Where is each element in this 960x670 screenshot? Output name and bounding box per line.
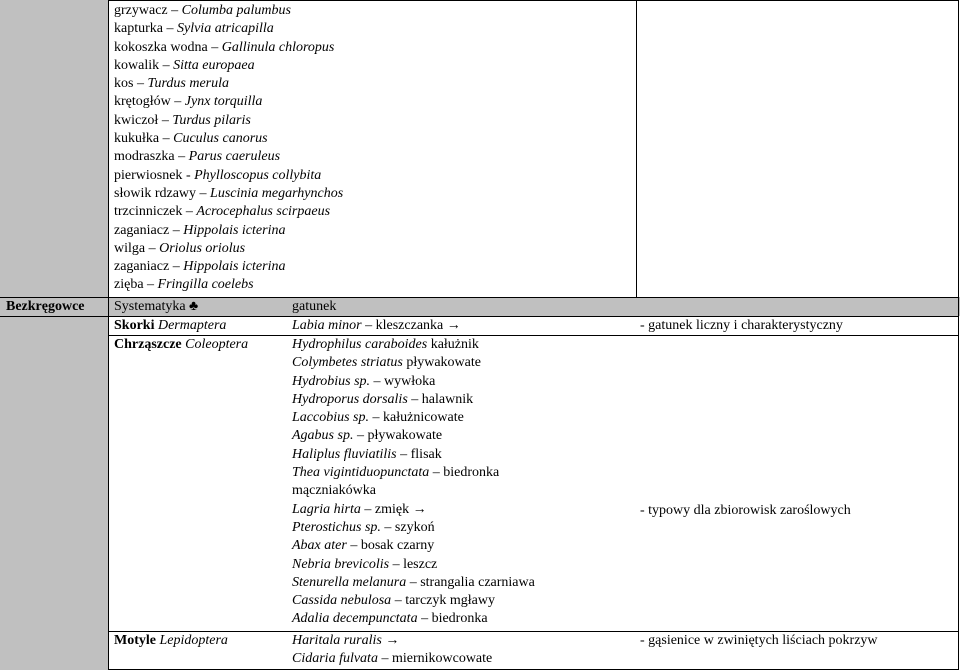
species-row (292, 354, 535, 372)
species-name-lat: Cassida nebulosa (292, 593, 392, 609)
species-name-lat: Pterostichus sp. (292, 519, 381, 535)
separator: – (162, 57, 170, 73)
bird-name-pl: kos (114, 76, 134, 92)
species-row (292, 501, 535, 519)
bird-row (114, 258, 343, 276)
bird-row (114, 240, 343, 258)
species-name-pl: leszcz (403, 556, 438, 572)
species-name-lat: Colymbetes striatus (292, 355, 403, 371)
separator: – (172, 222, 180, 238)
bird-name-lat: Fringilla coelebs (157, 277, 254, 293)
species-name-lat: Agabus sp. (292, 428, 354, 444)
species-row (292, 482, 535, 500)
species-row (292, 574, 535, 592)
species-name-lat: Haritala ruralis (292, 633, 382, 648)
species-row (292, 464, 535, 482)
bird-row (114, 167, 343, 185)
species-row (292, 610, 535, 628)
species-row (292, 373, 535, 391)
species-name-lat: Hydrobius sp. (292, 373, 371, 389)
bird-row (114, 20, 343, 38)
order-skorki (114, 317, 226, 335)
separator: – (381, 651, 389, 667)
bird-name-lat: Phylloscopus collybita (194, 167, 322, 183)
separator: - (185, 167, 191, 183)
bird-name-pl: słowik rdzawy (114, 185, 197, 201)
bird-name-pl: grzywacz (114, 3, 168, 18)
species-name-lat: Hydrophilus caraboides (292, 337, 428, 352)
separator: – (172, 259, 180, 275)
bird-row (114, 93, 343, 111)
species-name-lat: Haliplus fluviatilis (292, 446, 397, 462)
separator: – (432, 465, 440, 481)
bird-name-pl: modraszka (114, 149, 175, 165)
species-row (292, 556, 535, 574)
bird-name-lat: Hippolais icterina (183, 222, 286, 238)
separator: – (147, 277, 155, 293)
species-name-pl: tarczyk mgławy (405, 593, 495, 609)
species-header: gatunek (292, 299, 337, 314)
bird-row (114, 222, 343, 240)
bird-name-lat: Gallinula chloropus (221, 39, 335, 55)
left-shaded-column (0, 0, 108, 297)
species-name-pl: pływakowate (367, 428, 443, 444)
separator: – (365, 318, 373, 333)
order-name-pl: Skorki (114, 318, 155, 333)
separator: – (174, 94, 182, 110)
bird-name-lat: Parus caeruleus (188, 149, 281, 165)
species-row (292, 537, 535, 555)
bird-name-pl: kapturka (114, 21, 163, 37)
bird-name-lat: Turdus merula (147, 76, 230, 92)
species-row (292, 632, 492, 650)
species-name-pl: szykoń (394, 519, 435, 535)
bird-name-pl: kukułka (114, 131, 160, 147)
species-entry (292, 317, 461, 335)
moth-species-list (292, 632, 492, 669)
bird-name-lat: Luscinia megarhynchos (210, 185, 344, 201)
bird-name-pl: kowalik (114, 57, 160, 73)
species-name-lat: Stenurella melanura (292, 574, 407, 590)
beetle-species-list (292, 336, 535, 629)
species-name-pl: → (385, 633, 400, 648)
species-name-lat: Abax ater (292, 538, 347, 554)
bird-name-lat: Sylvia atricapilla (176, 21, 274, 37)
species-name-pl: kleszczanka → (375, 318, 461, 333)
bird-name-pl: pierwiosnek (114, 167, 183, 183)
separator: – (161, 112, 169, 128)
species-name-pl: strangalia czarniawa (420, 574, 535, 590)
bird-row (114, 203, 343, 221)
bird-name-pl: trzcinniczek (114, 204, 183, 220)
separator: – (409, 574, 417, 590)
bird-row (114, 148, 343, 166)
species-name-lat: Cidaria fulvata (292, 651, 378, 667)
separator: – (350, 538, 358, 554)
species-name-pl: miernikowcowate (391, 651, 493, 667)
species-name-pl: biedronka (443, 465, 500, 481)
species-name-pl: flisak (410, 446, 442, 462)
separator: – (392, 556, 400, 572)
order-chrzaszcze (114, 336, 248, 354)
species-row (292, 650, 492, 668)
species-row (292, 519, 535, 537)
species-row (292, 409, 535, 427)
separator: – (171, 3, 179, 18)
order-name-pl: Chrząszcze (114, 337, 182, 352)
separator: – (400, 446, 408, 462)
bird-name-pl: zięba (114, 277, 144, 293)
bird-name-lat: Hippolais icterina (183, 259, 286, 275)
species-name-pl: pływakowate (406, 355, 481, 371)
bird-name-pl: wilga (114, 240, 146, 256)
group-label: Bezkręgowce (6, 299, 85, 314)
species-name-lat: Laccobius sp. (292, 410, 369, 426)
separator: – (185, 204, 193, 220)
species-note: - gatunek liczny i charakterystyczny (640, 318, 843, 333)
species-name-lat: Nebria brevicolis (292, 556, 390, 572)
species-row (292, 446, 535, 464)
separator: – (384, 519, 392, 535)
bird-name-pl: kwiczoł (114, 112, 159, 128)
separator: – (373, 373, 381, 389)
species-name-pl: zmięk → (374, 501, 427, 517)
separator: – (148, 240, 156, 256)
bird-name-lat: Acrocephalus scirpaeus (196, 204, 331, 220)
bird-name-pl: zaganiacz (114, 259, 170, 275)
bird-name-lat: Turdus pilaris (172, 112, 251, 128)
bird-name-pl: kokoszka wodna (114, 39, 208, 55)
separator: – (211, 39, 219, 55)
bird-list (114, 2, 343, 295)
separator: – (411, 391, 419, 407)
order-name-lat: Coleoptera (185, 337, 249, 352)
species-name-pl: kałużnik (430, 337, 479, 352)
separator: – (394, 593, 402, 609)
separator: – (162, 131, 170, 147)
bird-name-lat: Columba palumbus (181, 3, 291, 18)
bird-row (114, 130, 343, 148)
separator: – (166, 21, 174, 37)
bird-row (114, 75, 343, 93)
species-name-lat: Hydroporus dorsalis (292, 391, 408, 407)
bird-row (114, 39, 343, 57)
bird-name-lat: Oriolus oriolus (159, 240, 246, 256)
species-note: - gąsienice w zwiniętych liściach pokrzyw (640, 633, 878, 648)
species-name-pl: biedronka (431, 611, 488, 627)
species-name-lat: Thea vigintiduopunctata (292, 465, 430, 481)
species-row (292, 336, 535, 354)
bird-row (114, 185, 343, 203)
species-name-pl: bosak czarny (360, 538, 435, 554)
separator: – (178, 149, 186, 165)
systematics-header: Systematyka ♣ (114, 299, 199, 314)
bird-row (114, 2, 343, 20)
bird-name-lat: Cuculus canorus (173, 131, 268, 147)
species-row (292, 391, 535, 409)
species-name-lat: Labia minor (292, 318, 362, 333)
order-motyle (114, 632, 228, 650)
separator: – (364, 501, 372, 517)
separator: – (199, 185, 207, 201)
species-name-pl: wywłoka (384, 373, 436, 389)
left-shaded-column-lower (0, 297, 108, 670)
separator: – (136, 76, 144, 92)
species-name-lat: Lagria hirta (292, 501, 361, 517)
bird-row (114, 57, 343, 75)
species-name-pl: halawnik (421, 391, 474, 407)
bird-row (114, 112, 343, 130)
species-row (292, 427, 535, 445)
grid-line (108, 0, 959, 1)
species-row (292, 592, 535, 610)
order-name-lat: Dermaptera (157, 318, 227, 333)
order-name-pl: Motyle (114, 633, 156, 648)
grid-line (636, 0, 637, 297)
species-name-pl: kałużnicowate (383, 410, 464, 426)
separator: – (356, 428, 364, 444)
species-name-lat: Adalia decempunctata (292, 611, 418, 627)
separator: – (372, 410, 380, 426)
bird-name-lat: Jynx torquilla (184, 94, 263, 110)
bird-name-lat: Sitta europaea (173, 57, 255, 73)
bird-row (114, 276, 343, 294)
separator: – (421, 611, 429, 627)
species-note: - typowy dla zbiorowisk zaroślowych (640, 503, 851, 518)
bird-name-pl: zaganiacz (114, 222, 170, 238)
bird-name-pl: krętogłów (114, 94, 171, 110)
order-name-lat: Lepidoptera (159, 633, 228, 648)
species-name-pl: mączniakówka (292, 483, 376, 499)
